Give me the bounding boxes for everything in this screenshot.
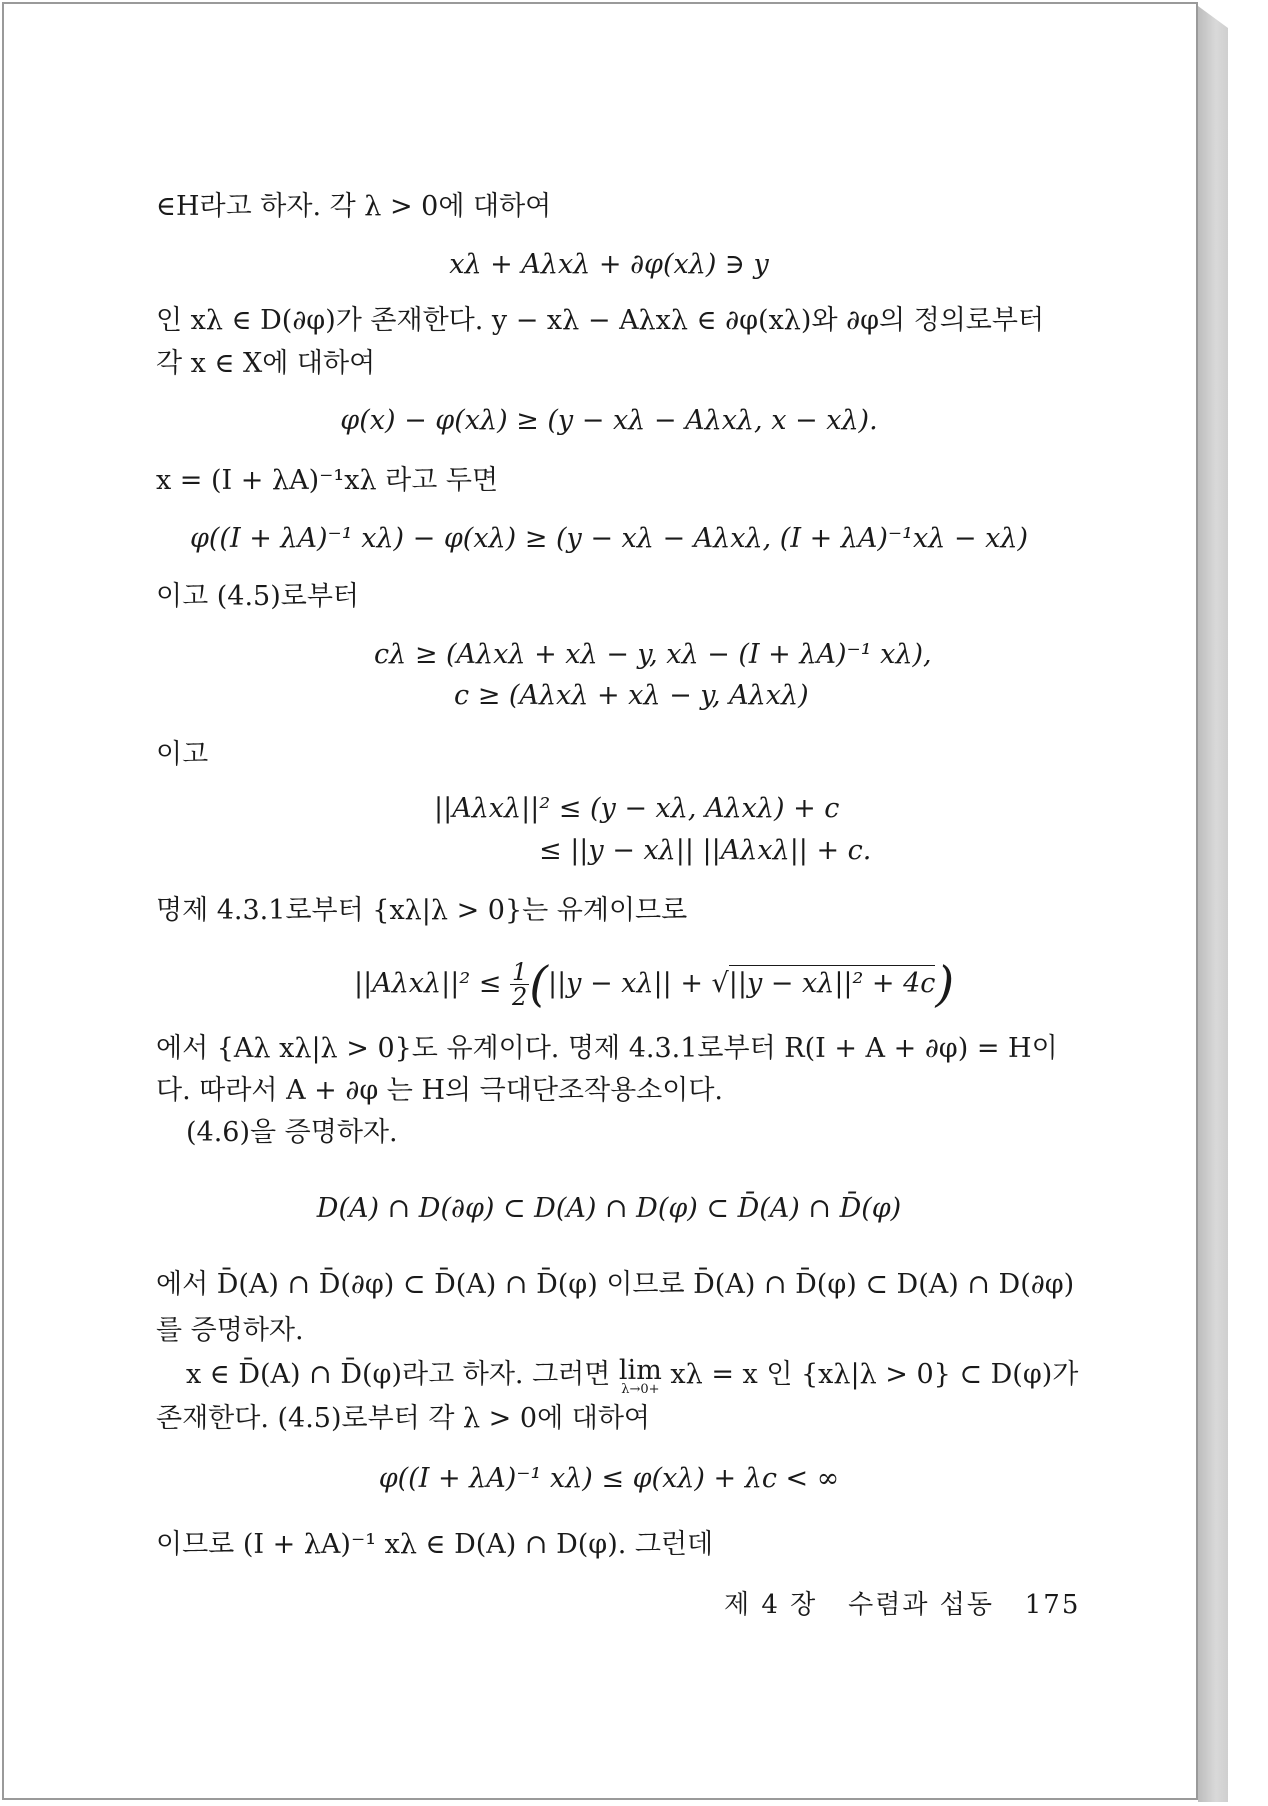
equation: xλ + Aλxλ + ∂φ(xλ) ∋ y xyxy=(449,249,769,280)
text-line: x = (I + λA)⁻¹xλ 라고 두면 xyxy=(156,465,499,496)
text-line: ∈H라고 하자. 각 λ > 0에 대하여 xyxy=(156,191,552,222)
text-segment: xλ = x 인 {xλ|λ > 0} ⊂ D(φ)가 xyxy=(670,1359,1079,1390)
text-line: 각 x ∈ X에 대하여 xyxy=(156,348,376,379)
equation: φ((I + λA)⁻¹ xλ) − φ(xλ) ≥ (y − xλ − Aλxλ, (I + λA)⁻¹xλ − xλ) xyxy=(189,523,1028,554)
equation: ||Aλxλ||² ≤ (y − xλ, Aλxλ) + c xyxy=(434,793,840,824)
equation: c ≥ (Aλxλ + xλ − y, Aλxλ) xyxy=(454,680,809,711)
limit-subscript: λ→0+ xyxy=(621,1382,660,1397)
equation: cλ ≥ (Aλxλ + xλ − y, xλ − (I + λA)⁻¹ xλ), xyxy=(374,639,932,670)
equation: φ((I + λA)⁻¹ xλ) ≤ φ(xλ) + λc < ∞ xyxy=(378,1463,840,1494)
text-line: 다. 따라서 A + ∂φ 는 H의 극대단조작용소이다. xyxy=(156,1075,724,1106)
text-segment: x ∈ D̄(A) ∩ D̄(φ)라고 하자. 그러면 xyxy=(186,1359,611,1390)
equation: ≤ ||y − xλ|| ||Aλxλ|| + c. xyxy=(539,835,872,866)
equation-lhs: ||Aλxλ||² ≤ xyxy=(354,968,502,999)
equation xyxy=(354,954,954,1015)
text-line xyxy=(186,1355,1079,1397)
page-edge-shadow xyxy=(1198,6,1228,1802)
equation: D(A) ∩ D(∂φ) ⊂ D(A) ∩ D(φ) ⊂ D̄(A) ∩ D̄(φ) xyxy=(316,1193,902,1224)
fraction xyxy=(510,960,529,1009)
page-number: 175 xyxy=(1024,1590,1081,1620)
fraction-numerator: 1 xyxy=(511,958,528,986)
text-line: 를 증명하자. xyxy=(156,1315,304,1346)
text-line: 이고 (4.5)로부터 xyxy=(156,581,359,612)
fraction-denominator: 2 xyxy=(511,983,528,1011)
footer-title: 수렴과 섭동 xyxy=(848,1590,994,1620)
equation: φ(x) − φ(xλ) ≥ (y − xλ − Aλxλ, x − xλ). xyxy=(340,405,878,436)
page-footer xyxy=(724,1584,1080,1621)
right-paren: ) xyxy=(935,956,955,1013)
text-line: 에서 D̄(A) ∩ D̄(∂φ) ⊂ D̄(A) ∩ D̄(φ) 이므로 D̄(A) ∩ D̄(φ) ⊂ D(A) ∩ D(∂φ) xyxy=(156,1269,1075,1300)
limit-operator xyxy=(618,1355,662,1397)
text-line: 이고 xyxy=(156,739,209,770)
left-paren: ( xyxy=(529,956,548,1013)
text-line: 에서 {Aλ xλ|λ > 0}도 유계이다. 명제 4.3.1로부터 R(I + A + ∂φ) = H이 xyxy=(156,1033,1058,1064)
text-line: (4.6)을 증명하자. xyxy=(186,1117,398,1148)
page xyxy=(2,2,1198,1800)
sqrt-radicand: ||y − xλ||² + 4c xyxy=(729,965,936,999)
limit-label: lim xyxy=(618,1355,662,1386)
text-line: 명제 4.3.1로부터 {xλ|λ > 0}는 유계이므로 xyxy=(156,895,688,926)
text-line: 인 xλ ∈ D(∂φ)가 존재한다. y − xλ − Aλxλ ∈ ∂φ(xλ)와 ∂φ의 정의로부터 xyxy=(156,305,1045,336)
footer-chapter: 제 4 장 xyxy=(724,1590,818,1620)
text-line: 존재한다. (4.5)로부터 각 λ > 0에 대하여 xyxy=(156,1403,650,1434)
equation-middle: ||y − xλ|| + √ xyxy=(547,968,729,999)
text-line: 이므로 (I + λA)⁻¹ xλ ∈ D(A) ∩ D(φ). 그런데 xyxy=(156,1529,714,1560)
